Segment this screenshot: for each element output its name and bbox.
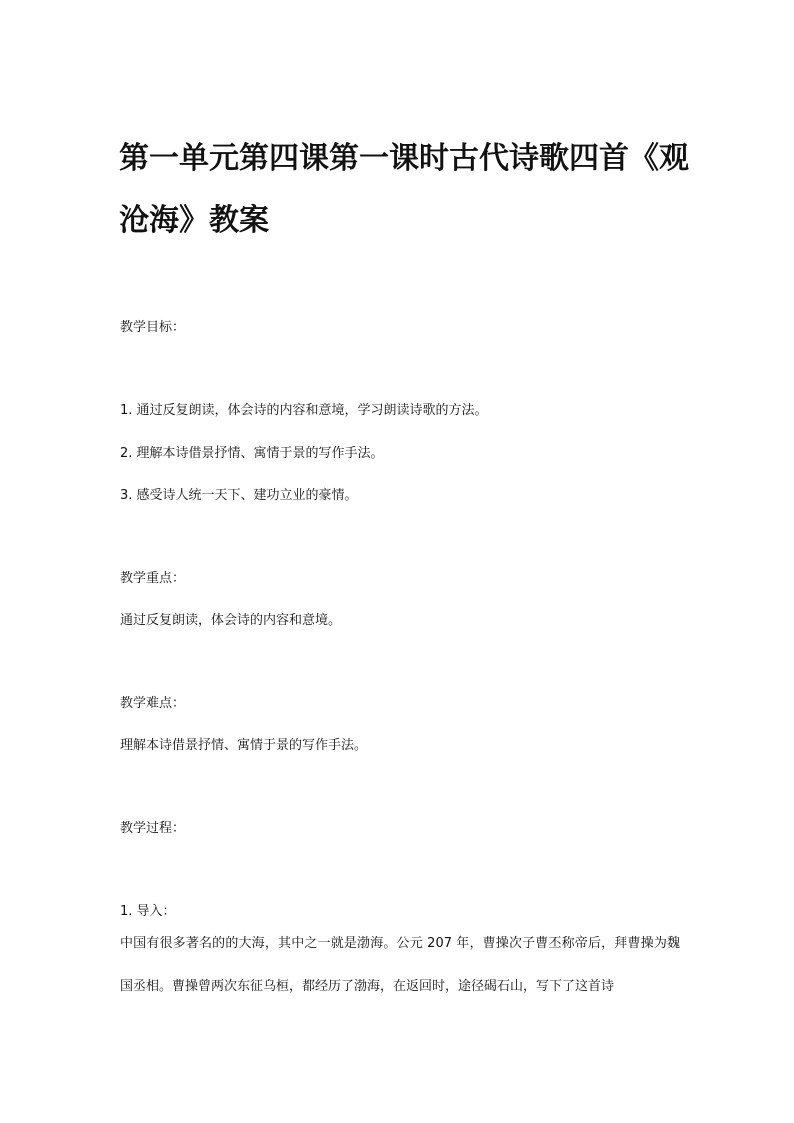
process-heading: 教学过程： [120,821,186,836]
key-points-heading: 教学重点： [120,571,186,586]
difficulties-heading: 教学难点： [120,696,186,711]
difficulties-text: 理解本诗借景抒情、寓情于景的写作手法。 [120,738,368,753]
key-points-text: 通过反复朗读，体会诗的内容和意境。 [120,613,342,628]
objectives-heading: 教学目标： [120,320,186,335]
objective-item-2: 2. 理解本诗借景抒情、寓情于景的写作手法。 [120,446,384,461]
intro-paragraph: 中国有很多著名的的大海，其中之一就是渤海。公元 207 年，曹操次子曹丕称帝后，拜曹操为魏国丞相。曹操曾两次东征乌桓，都经历了渤海，在返回时，途径碣石山，写下了这首诗 [120,936,680,994]
document-title: 第一单元第四课第一课时古代诗歌四首《观沧海》教案 [119,141,689,238]
objective-item-3: 3. 感受诗人统一天下、建功立业的豪情。 [120,488,358,503]
intro-heading: 1. 导入： [120,904,176,919]
objective-item-1: 1. 通过反复朗读，体会诗的内容和意境，学习朗读诗歌的方法。 [120,403,488,418]
